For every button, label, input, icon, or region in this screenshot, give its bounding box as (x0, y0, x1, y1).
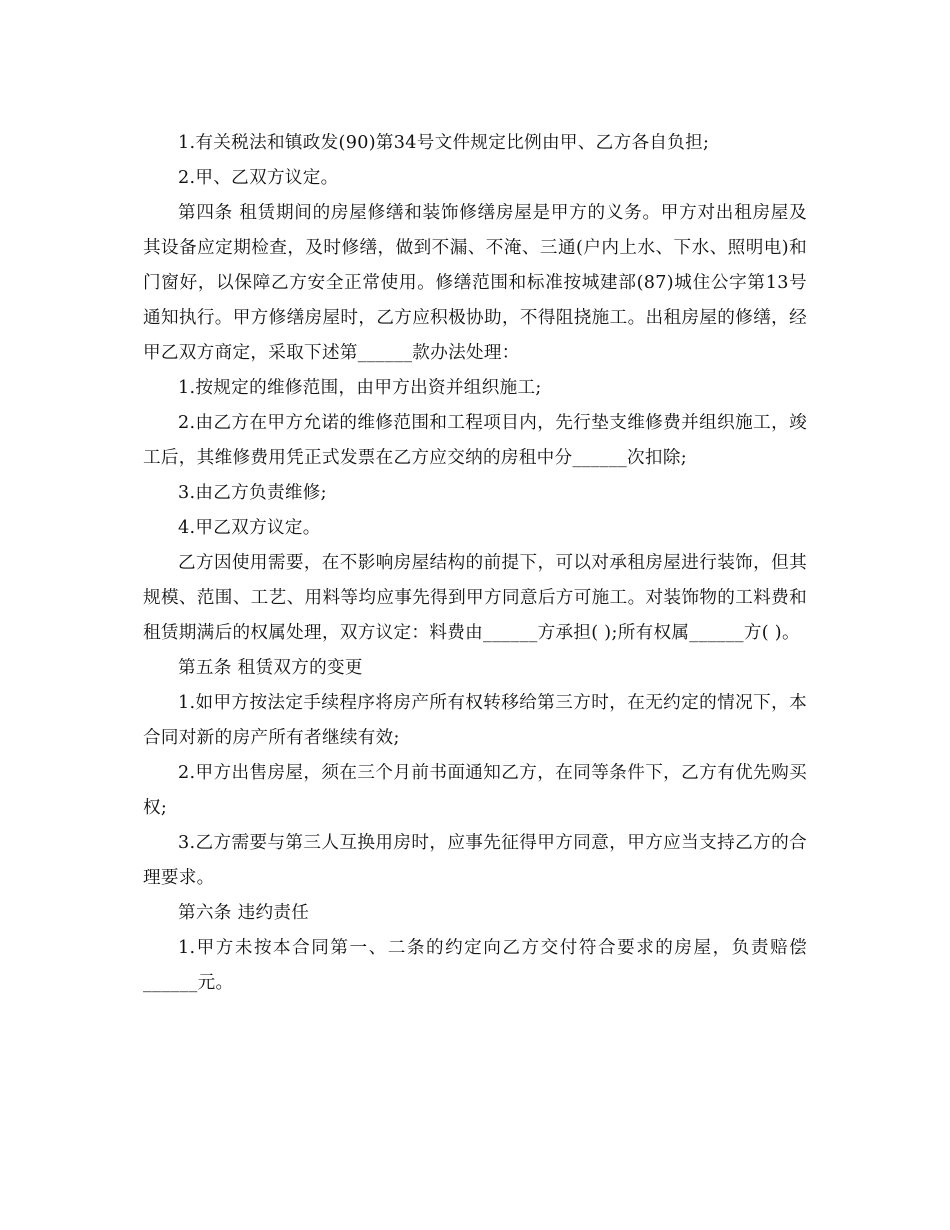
paragraph-repair-option-4: 4.甲乙双方议定。 (178, 518, 321, 538)
paragraph-change-1: 1.如甲方按法定手续程序将房产所有权转移给第三方时，在无约定的情况下，本合同对新的房产所有者继续有效; (143, 693, 807, 748)
paragraph-change-2: 2.甲方出售房屋，须在三个月前书面通知乙方，在同等条件下，乙方有优先购买权; (143, 763, 807, 818)
heading-article-5: 第五条 租赁双方的变更 (178, 658, 363, 678)
paragraph-change-3: 3.乙方需要与第三人互换用房时，应事先征得甲方同意，甲方应当支持乙方的合理要求。 (143, 833, 807, 888)
paragraph-repair-option-1: 1.按规定的维修范围，由甲方出资并组织施工; (178, 378, 542, 398)
document-body (143, 126, 807, 1001)
paragraph-repair-option-2: 2.由乙方在甲方允诺的维修范围和工程项目内，先行垫支维修费并组织施工，竣工后，其维修费用凭正式发票在乙方应交纳的房租中分______次扣除; (143, 413, 807, 468)
paragraph-article-4: 第四条 租赁期间的房屋修缮和装饰修缮房屋是甲方的义务。甲方对出租房屋及其设备应定期检查，及时修缮，做到不漏、不淹、三通(户内上水、下水、照明电)和门窗好，以保障乙方安全正常使用。修缮范围和标准按城建部(87)城住公字第13号通知执行。甲方修缮房屋时，乙方应积极协助，不得阻挠施工。出租房屋的修缮，经甲乙双方商定，采取下述第______款办法处理： (143, 203, 807, 363)
heading-article-6: 第六条 违约责任 (178, 903, 310, 923)
paragraph-liability-1: 1.甲方未按本合同第一、二条的约定向乙方交付符合要求的房屋，负责赔偿______元。 (143, 938, 807, 993)
paragraph-tax-clause-1: 1.有关税法和镇政发(90)第34号文件规定比例由甲、乙方各自负担; (178, 133, 710, 153)
paragraph-tax-clause-2: 2.甲、乙双方议定。 (178, 168, 339, 188)
paragraph-repair-option-3: 3.由乙方负责维修; (178, 483, 327, 503)
paragraph-decoration: 乙方因使用需要，在不影响房屋结构的前提下，可以对承租房屋进行装饰，但其规模、范围、工艺、用料等均应事先得到甲方同意后方可施工。对装饰物的工料费和租赁期满后的权属处理，双方议定：料费由______方承担( );所有权属______方( )。 (143, 553, 807, 643)
